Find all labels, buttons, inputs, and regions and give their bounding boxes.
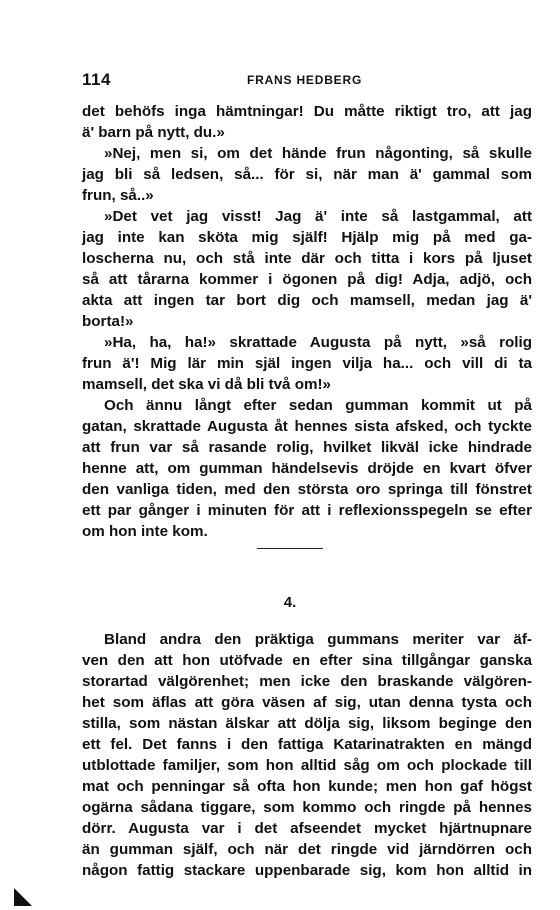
- text-line: frun ä'! Mig lär min själ ingen vilja ha... och vill di ta: [82, 355, 532, 372]
- text-line: så att tårarna kommer i ögonen på dig! Adja, adjö, och: [82, 271, 532, 288]
- running-head: FRANS HEDBERG: [247, 73, 363, 87]
- text-block-bottom: [82, 629, 532, 881]
- text-line: »Det vet jag visst! Jag ä' inte så lastgammal, att: [104, 208, 532, 225]
- text-line: loscherna nu, och stå inte där och titta i kors på ljuset: [82, 250, 532, 267]
- text-line: jag bli så ledsen, så... för si, när man ä' gammal som: [82, 166, 532, 183]
- section-divider: [257, 548, 323, 549]
- text-line: ä' barn på nytt, du.»: [82, 124, 225, 141]
- text-line: »Nej, men si, om det hände frun någonting, så skulle: [104, 145, 532, 162]
- corner-triangle-mark: [14, 888, 32, 906]
- text-line: henne att, om gumman händelsevis dröjde en kvart öfver: [82, 460, 532, 477]
- page-number: 114: [82, 70, 111, 89]
- text-line: mat och penningar så ofta hon kunde; men hon gaf högst: [82, 778, 532, 795]
- text-line: het som äflas att göra väsen af sig, utan denna tysta och: [82, 694, 532, 711]
- text-line: mamsell, det ska vi då bli två om!»: [82, 376, 332, 393]
- text-line: den vanliga tiden, med den största oro springa till fönstret: [82, 481, 532, 498]
- text-line: Bland andra den präktiga gummans meriter var äf-: [104, 631, 532, 648]
- text-line: någon fattig stackare uppenbarade sig, kom hon alltid in: [82, 862, 532, 879]
- text-line: frun, så..»: [82, 187, 154, 204]
- text-line: än gumman själf, och när det ringde vid järndörren och: [82, 841, 532, 858]
- text-line: jag inte kan sköta mig själf! Hjälp mig på med ga-: [82, 229, 532, 246]
- section-number: 4.: [283, 594, 297, 611]
- text-line: utblottade familjer, som hon alltid såg om och plockade till: [82, 757, 532, 774]
- text-line: dörr. Augusta var i det afseendet mycket hjärtnupnare: [82, 820, 532, 837]
- text-line: gatan, skrattade Augusta åt hennes sista afsked, och tyckte: [82, 418, 532, 435]
- text-line: om hon inte kom.: [82, 523, 208, 540]
- text-line: Och ännu långt efter sedan gumman kommit ut på: [104, 397, 532, 414]
- text-line: storartad välgörenhet; men icke den braskande välgören-: [82, 673, 532, 690]
- text-line: ven den att hon utöfvade en efter sina tillgångar ganska: [82, 652, 532, 669]
- text-line: det behöfs inga hämtningar! Du måtte riktigt tro, att jag: [82, 103, 532, 120]
- text-line: borta!»: [82, 313, 134, 330]
- text-line: ogärna sådana tiggare, som kommo och ringde på hennes: [82, 799, 532, 816]
- text-line: att frun var så rasande rolig, hvilket likväl icke hindrade: [82, 439, 532, 456]
- text-line: ett par gånger i minuten för att i reflexionsspegeln se efter: [82, 502, 532, 519]
- text-line: akta att ingen tar bort dig och mamsell, medan jag ä': [82, 292, 532, 309]
- text-line: stilla, som nästan älskar att dölja sig, liksom beginge den: [82, 715, 532, 732]
- page-header: [82, 70, 532, 90]
- text-block-top: [82, 101, 532, 542]
- text-line: ett fel. Det fanns i den fattiga Katarinatrakten en mängd: [82, 736, 532, 753]
- text-line: »Ha, ha, ha!» skrattade Augusta på nytt, »så rolig: [104, 334, 532, 351]
